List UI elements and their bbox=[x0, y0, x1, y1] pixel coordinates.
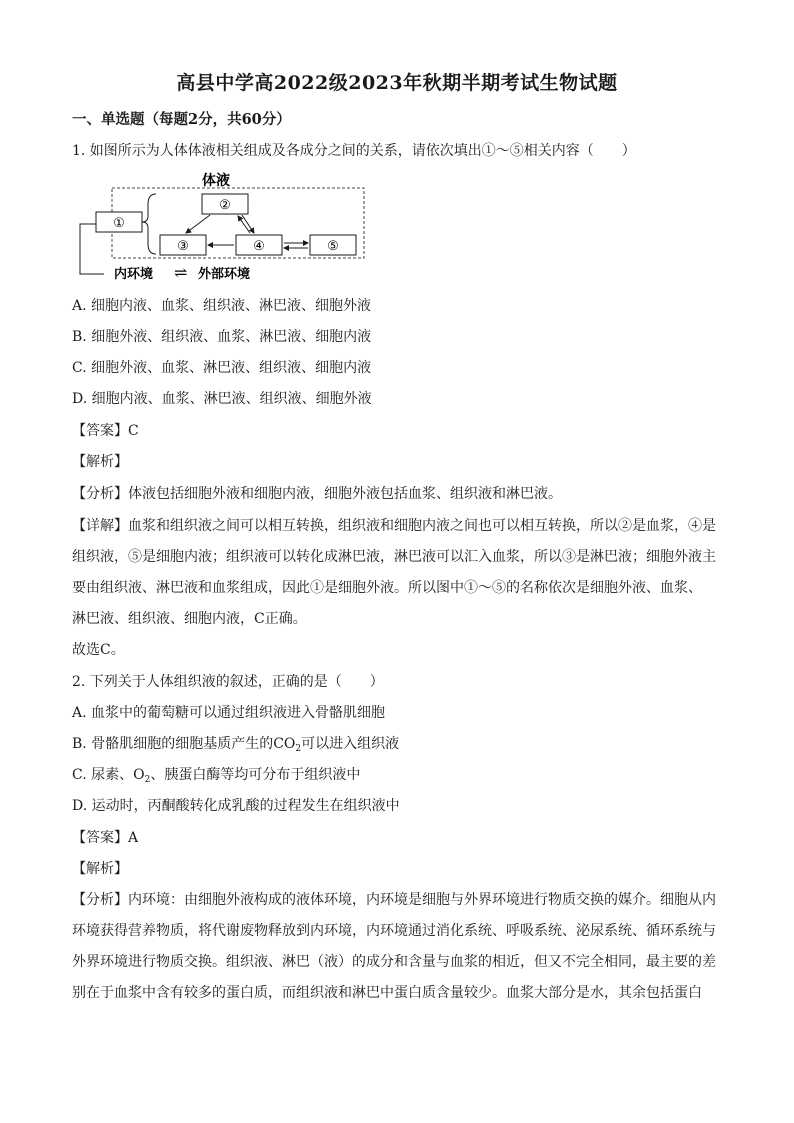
q1-xiangjie-line-4: 淋巴液、组织液、细胞内液，C正确。 bbox=[72, 611, 307, 627]
section-heading: 一、单选题（每题2分，共60分） bbox=[72, 111, 291, 128]
diagram-label-body-fluid: 体液 bbox=[202, 173, 230, 189]
q2-fenxi-line-3: 外界环境进行物质交换。组织液、淋巴（液）的成分和含量与血浆的相近，但又不完全相同，最主要的差 bbox=[72, 954, 716, 970]
q1-option-c: C. 细胞外液、血浆、淋巴液、组织液、细胞内液 bbox=[72, 360, 372, 376]
q1-option-d: D. 细胞内液、血浆、淋巴液、组织液、细胞外液 bbox=[72, 391, 372, 407]
q2-fenxi-line-1 bbox=[72, 890, 732, 910]
q1-answer-line bbox=[72, 421, 732, 441]
q2-option-c-sub: 2 bbox=[144, 775, 151, 785]
q1-answer: C bbox=[128, 423, 139, 439]
q2-fenxi-text-1: 内环境：由细胞外液构成的液体环境，内环境是细胞与外界环境进行物质交换的媒介。细胞从内 bbox=[128, 892, 716, 908]
q1-xiangjie-line-2: 组织液，⑤是细胞内液；组织液可以转化成淋巴液，淋巴液可以汇入血浆，所以③是淋巴液；细胞外液主 bbox=[72, 549, 716, 565]
answer-tag: 【答案】 bbox=[72, 830, 128, 846]
q2-answer-line bbox=[72, 828, 732, 848]
fenxi-tag: 【分析】 bbox=[72, 892, 128, 908]
diagram-label-external-env: 外部环境 bbox=[198, 267, 251, 282]
arrow-2-to-3 bbox=[186, 215, 210, 233]
q1-option-a: A. 细胞内液、血浆、组织液、淋巴液、细胞外液 bbox=[72, 298, 372, 314]
diagram-box-3-label: ③ bbox=[177, 239, 189, 254]
diagram-box-1-label: ① bbox=[113, 216, 125, 231]
diagram-brace bbox=[142, 194, 156, 254]
q2-option-b-pre: B. 骨骼肌细胞的细胞基质产生的CO bbox=[72, 736, 296, 752]
q1-fenxi-line bbox=[72, 484, 732, 504]
q1-xiangjie-line-3: 要由组织液、淋巴液和血浆组成，因此①是细胞外液。所以图中①～⑤的名称依次是细胞外液、血浆、 bbox=[72, 580, 702, 596]
q2-option-c-pre: C. 尿素、O bbox=[72, 767, 145, 783]
diagram-label-internal-env: 内环境 bbox=[114, 267, 154, 282]
diagram-box-4-label: ④ bbox=[253, 239, 265, 254]
diagram-box-5-label: ⑤ bbox=[327, 239, 339, 254]
q2-answer: A bbox=[128, 830, 139, 846]
q2-option-c-post: 、胰蛋白酶等均可分布于组织液中 bbox=[150, 767, 361, 783]
q2-stem: 2. 下列关于人体组织液的叙述，正确的是（ ） bbox=[72, 674, 384, 690]
page-title: 高县中学高2022级2023年秋期半期考试生物试题 bbox=[176, 72, 618, 94]
q2-option-b-post: 可以进入组织液 bbox=[301, 736, 400, 752]
xiangjie-tag: 【详解】 bbox=[72, 518, 128, 534]
q2-option-a: A. 血浆中的葡萄糖可以通过组织液进入骨骼肌细胞 bbox=[72, 705, 386, 721]
q1-xiangjie-text-1: 血浆和组织液之间可以相互转换，组织液和细胞内液之间也可以相互转换，所以②是血浆，④是 bbox=[128, 518, 716, 534]
answer-tag: 【答案】 bbox=[72, 423, 128, 439]
q1-option-b: B. 细胞外液、组织液、血浆、淋巴液、细胞内液 bbox=[72, 329, 372, 345]
q1-conclusion: 故选C。 bbox=[72, 642, 125, 658]
q1-xiangjie-line-1 bbox=[72, 516, 732, 536]
q1-fenxi: 体液包括细胞外液和细胞内液，细胞外液包括血浆、组织液和淋巴液。 bbox=[128, 486, 562, 502]
body-fluid-diagram bbox=[74, 172, 374, 282]
q1-analysis-tag: 【解析】 bbox=[72, 454, 128, 470]
exchange-arrows-icon: ⇌ bbox=[174, 263, 188, 282]
q2-fenxi-line-4: 别在于血浆中含有较多的蛋白质，而组织液和淋巴中蛋白质含量较少。血浆大部分是水，其余包括蛋白 bbox=[72, 985, 702, 1001]
diagram-box-2-label: ② bbox=[219, 198, 231, 213]
fenxi-tag: 【分析】 bbox=[72, 486, 128, 502]
q1-stem: 1. 如图所示为人体体液相关组成及各成分之间的关系，请依次填出①～⑤相关内容（ ） bbox=[72, 143, 636, 159]
q2-option-c bbox=[72, 765, 732, 790]
q2-option-b-sub: 2 bbox=[295, 744, 302, 754]
q2-fenxi-line-2: 环境获得营养物质，将代谢废物释放到内环境，内环境通过消化系统、呼吸系统、泌尿系统、循环系统与 bbox=[72, 923, 716, 939]
q2-option-d: D. 运动时，丙酮酸转化成乳酸的过程发生在组织液中 bbox=[72, 798, 400, 814]
q2-option-b bbox=[72, 734, 732, 759]
q2-analysis-tag: 【解析】 bbox=[72, 861, 128, 877]
